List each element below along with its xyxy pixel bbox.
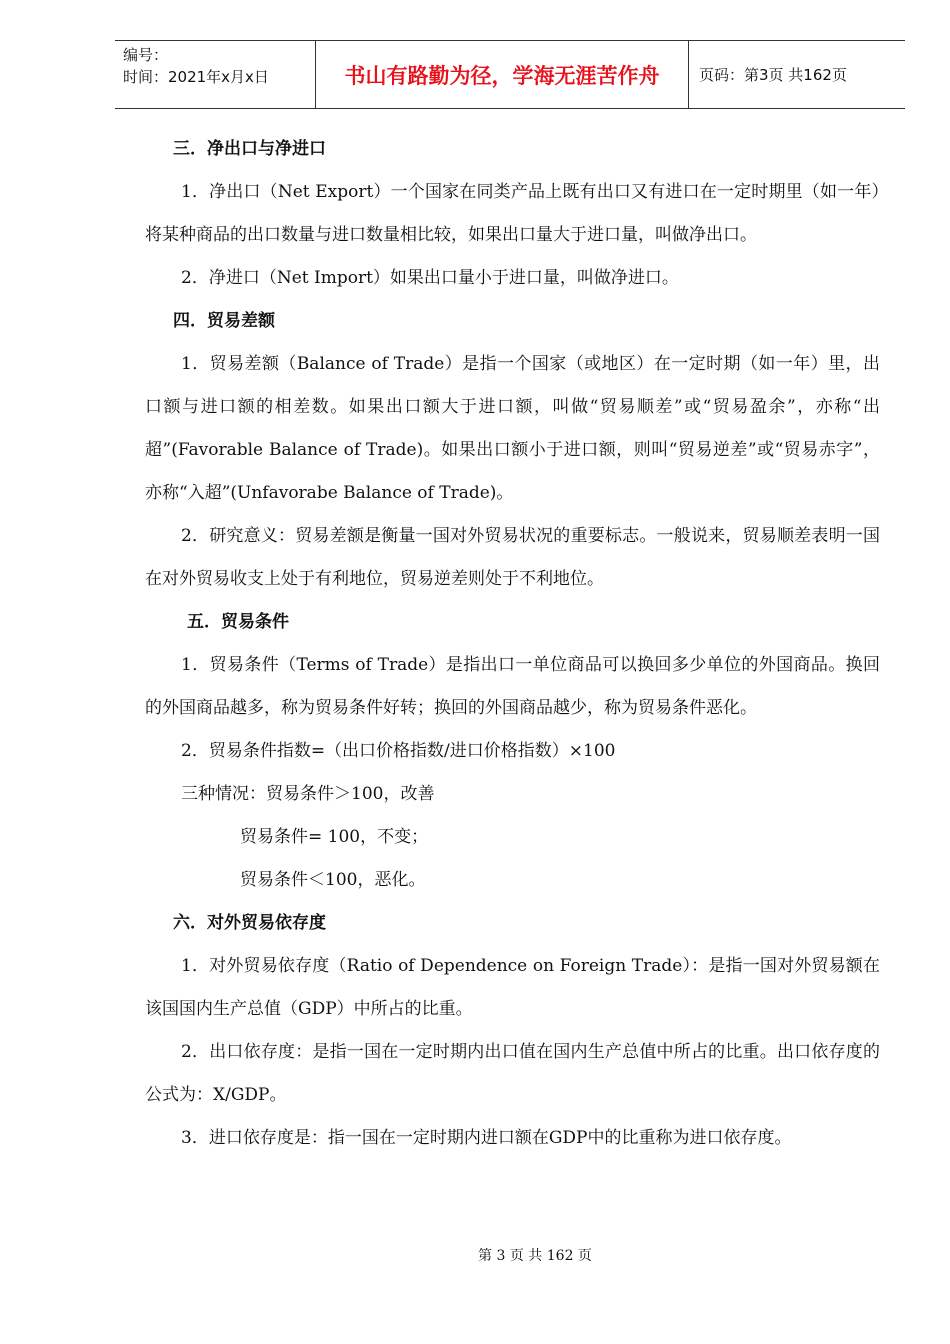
page-header	[115, 40, 905, 109]
time-label: 时间：2021年x月x日	[123, 68, 269, 86]
line-terms-case-unchanged: 贸易条件= 100，不变；	[240, 827, 429, 847]
number-label: 编号：	[123, 46, 169, 64]
paragraph-import-dependence: 3．进口依存度是：指一国在一定时期内进口额在GDP中的比重称为进口依存度。	[181, 1128, 792, 1148]
section-title-trade-dependence: 六．对外贸易依存度	[173, 913, 326, 933]
paragraph-net-import: 2．净进口（Net Import）如果出口量小于进口量，叫做净进口。	[181, 268, 679, 288]
header-meta	[115, 41, 316, 108]
header-motto: 书山有路勤为径，学海无涯苦作舟	[316, 41, 689, 108]
paragraph-balance-definition: 1．贸易差额（Balance of Trade）是指一个国家（或地区）在一定时期（如一年）里，出口额与进口额的相差数。如果出口额大于进口额，叫做“贸易顺差”或“贸易盈余”，亦称“出超”(Favorable Balance of Trade)。如果出口额小于进口额，则叫“贸易逆差”或“贸易赤字”，亦称“入超”(Unfavorabe Balance of Trade)。	[145, 354, 880, 503]
paragraph-trade-dependence: 1．对外贸易依存度（Ratio of Dependence on Foreign Trade）：是指一国对外贸易额在该国国内生产总值（GDP）中所占的比重。	[145, 956, 880, 1019]
line-terms-case-improve: 三种情况：贸易条件＞100，改善	[181, 784, 435, 804]
section-title-balance-of-trade: 四．贸易差额	[173, 311, 275, 331]
paragraph-export-dependence: 2．出口依存度：是指一国在一定时期内出口值在国内生产总值中所占的比重。出口依存度的公式为：X/GDP。	[145, 1042, 880, 1105]
paragraph-net-export: 1．净出口（Net Export）一个国家在同类产品上既有出口又有进口在一定时期里（如一年）将某种商品的出口数量与进口数量相比较，如果出口量大于进口量，叫做净出口。	[145, 182, 880, 245]
page-footer: 第 3 页 共 162 页	[478, 1248, 592, 1264]
paragraph-terms-definition: 1．贸易条件（Terms of Trade）是指出口一单位商品可以换回多少单位的外国商品。换回的外国商品越多，称为贸易条件好转；换回的外国商品越少，称为贸易条件恶化。	[145, 655, 880, 718]
paragraph-terms-index: 2．贸易条件指数=（出口价格指数/进口价格指数）×100	[181, 741, 616, 761]
header-page-info: 页码：第3页 共162页	[699, 66, 847, 84]
section-title-terms-of-trade: 五．贸易条件	[187, 612, 289, 632]
document-body	[145, 128, 880, 1160]
paragraph-balance-significance: 2．研究意义：贸易差额是衡量一国对外贸易状况的重要标志。一般说来，贸易顺差表明一国在对外贸易收支上处于有利地位，贸易逆差则处于不利地位。	[145, 526, 880, 589]
line-terms-case-worsen: 贸易条件＜100，恶化。	[240, 870, 426, 890]
section-title-net-export: 三．净出口与净进口	[173, 139, 326, 159]
